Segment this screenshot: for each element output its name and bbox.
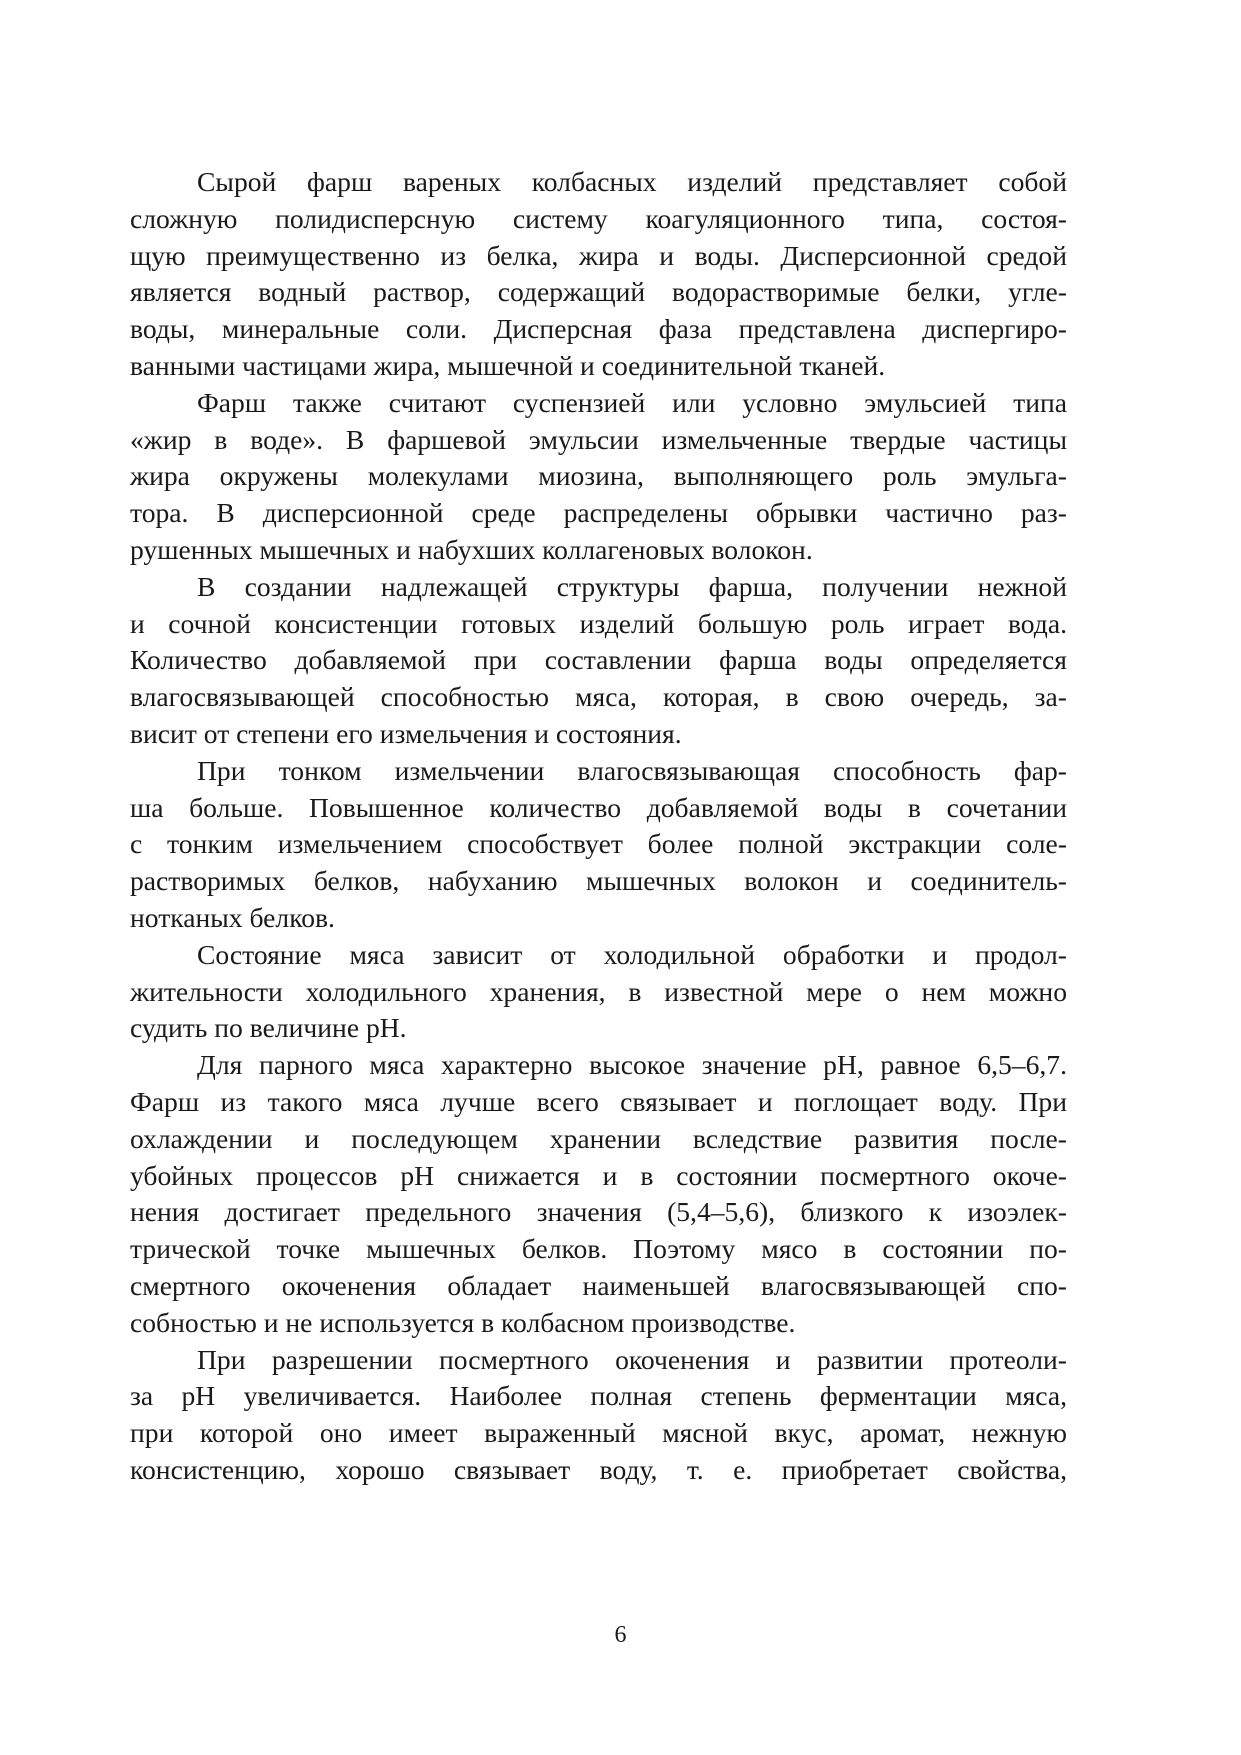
text-line: жира окружены молекулами миозина, выполняющего роль эмульга-	[130, 460, 1067, 492]
text-line: ванными частицами жира, мышечной и соединительной тканей.	[130, 349, 886, 381]
text-line: сложную полидисперсную систему коагуляционного типа, состоя-	[130, 202, 1067, 234]
text-line: растворимых белков, набуханию мышечных волокон и соединитель-	[130, 865, 1067, 897]
text-line: является водный раствор, содержащий водорастворимые белки, угле-	[130, 276, 1067, 308]
text-line: тора. В дисперсионной среде распределены обрывки частично раз-	[130, 497, 1067, 529]
text-line: Фарш также считают суспензией или условно эмульсией типа	[197, 386, 1067, 418]
text-line: Для парного мяса характерно высокое значение рН, равное 6,5–6,7.	[197, 1049, 1067, 1081]
paragraph	[130, 753, 1067, 937]
text-line: смертного окоченения обладает наименьшей влагосвязывающей спо-	[130, 1269, 1067, 1301]
text-line: нотканых белков.	[130, 901, 335, 933]
text-line: собностью и не используется в колбасном производстве.	[130, 1306, 796, 1338]
text-line: висит от степени его измельчения и состояния.	[130, 717, 682, 749]
paragraph	[130, 1047, 1067, 1341]
paragraph	[130, 164, 1067, 385]
text-line: В создании надлежащей структуры фарша, получении нежной	[197, 570, 1067, 602]
text-line: и сочной консистенции готовых изделий большую роль играет вода.	[130, 607, 1067, 639]
text-line: При разрешении посмертного окоченения и развитии протеоли-	[197, 1343, 1067, 1375]
paragraph	[130, 385, 1067, 569]
text-line: ша больше. Повышенное количество добавляемой воды в сочетании	[130, 791, 1067, 823]
text-line: с тонким измельчением способствует более полной экстракции соле-	[130, 828, 1067, 860]
text-line: трической точке мышечных белков. Поэтому мясо в состоянии по-	[130, 1233, 1067, 1265]
text-line: нения достигает предельного значения (5,4–5,6), близкого к изоэлек-	[130, 1196, 1067, 1228]
text-line: Количество добавляемой при составлении фарша воды определяется	[130, 644, 1067, 676]
text-line: воды, минеральные соли. Дисперсная фаза представлена диспергиро-	[130, 313, 1067, 345]
page-number: 6	[614, 1622, 627, 1648]
text-line: при которой оно имеет выраженный мясной вкус, аромат, нежную	[130, 1417, 1067, 1449]
text-line: убойных процессов рН снижается и в состоянии посмертного окоче-	[130, 1159, 1067, 1191]
text-line: рушенных мышечных и набухших коллагеновых волокон.	[130, 533, 813, 565]
text-line: влагосвязывающей способностью мяса, которая, в свою очередь, за-	[130, 681, 1067, 713]
text-line: Состояние мяса зависит от холодильной обработки и продол-	[197, 938, 1067, 970]
text-line: охлаждении и последующем хранении вследствие развития после-	[130, 1122, 1067, 1154]
text-line: судить по величине рН.	[130, 1012, 407, 1044]
text-line: жительности холодильного хранения, в известной мере о нем можно	[130, 975, 1067, 1007]
text-line: за рН увеличивается. Наиболее полная степень ферментации мяса,	[130, 1380, 1067, 1412]
text-line: щую преимущественно из белка, жира и воды. Дисперсионной средой	[130, 239, 1067, 271]
paragraph	[130, 937, 1067, 1047]
paragraph	[130, 1342, 1067, 1489]
text-line: Сырой фарш вареных колбасных изделий представляет собой	[197, 166, 1067, 197]
body-text	[130, 164, 1067, 1489]
text-line: консистенцию, хорошо связывает воду, т. е. приобретает свойства,	[130, 1453, 1067, 1485]
text-line: При тонком измельчении влагосвязывающая способность фар-	[197, 754, 1067, 786]
text-line: «жир в воде». В фаршевой эмульсии измельченные твердые частицы	[130, 423, 1067, 455]
text-line: Фарш из такого мяса лучше всего связывает и поглощает воду. При	[130, 1085, 1067, 1117]
paragraph	[130, 569, 1067, 753]
